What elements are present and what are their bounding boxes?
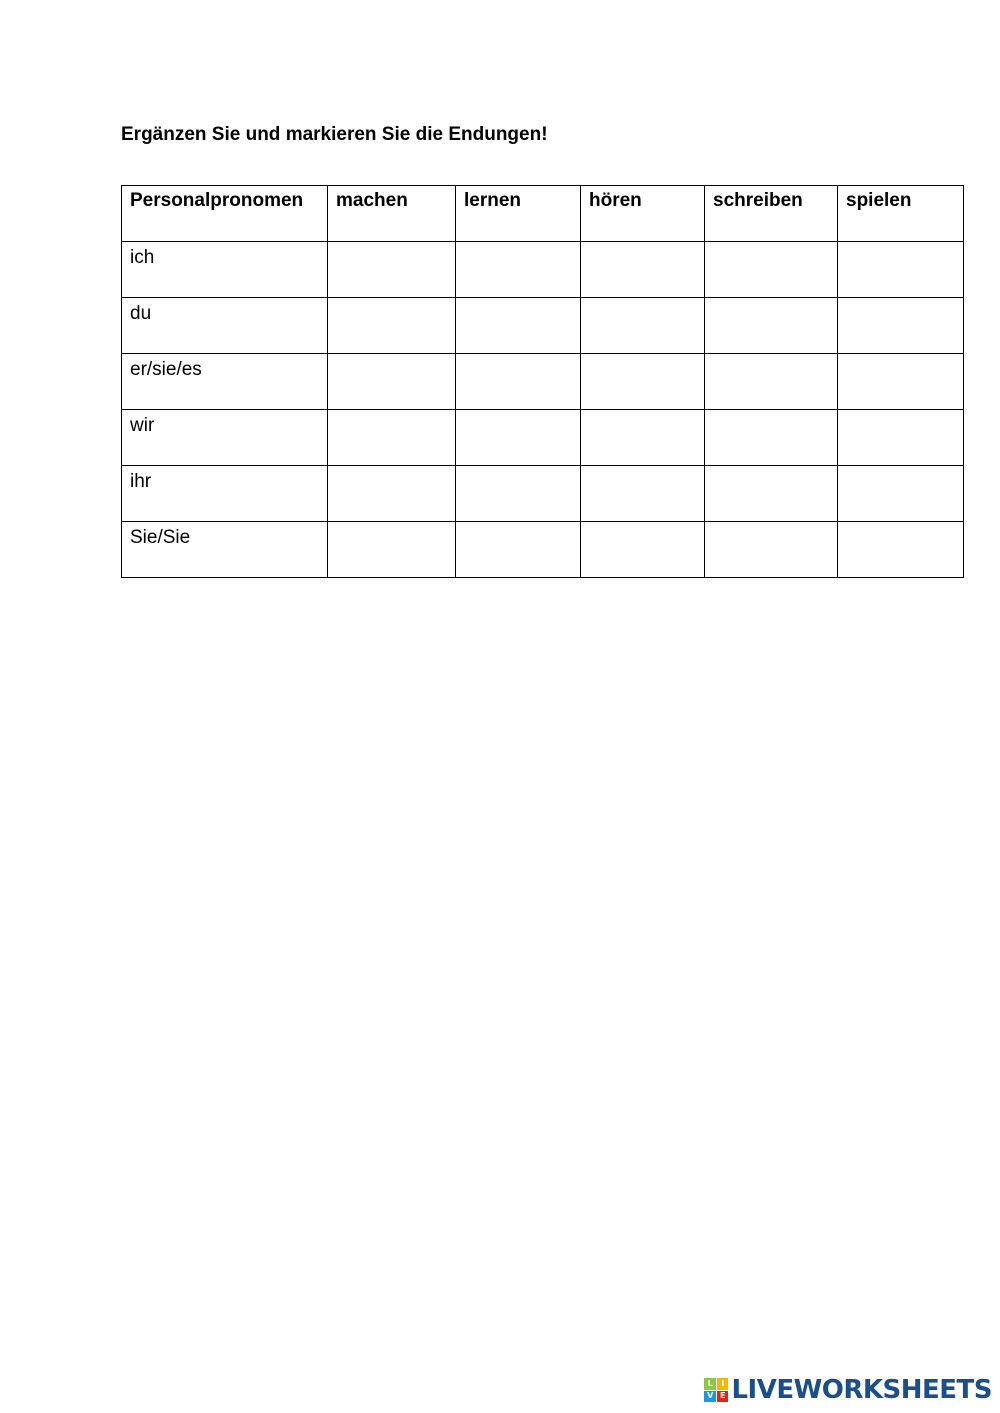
answer-cell[interactable] [328,354,456,410]
answer-cell[interactable] [838,466,964,522]
instruction-heading: Ergänzen Sie und markieren Sie die Endungen! [121,124,548,145]
header-schreiben: schreiben [705,186,838,242]
answer-input[interactable] [846,303,963,353]
header-hoeren: hören [581,186,705,242]
header-machen: machen [328,186,456,242]
answer-input[interactable] [846,415,963,465]
answer-input[interactable] [464,471,580,521]
pronoun-cell: ihr [122,466,328,522]
table-row [122,466,964,522]
answer-cell[interactable] [456,354,581,410]
answer-cell[interactable] [581,354,705,410]
table-row [122,298,964,354]
answer-input[interactable] [589,247,704,297]
answer-cell[interactable] [328,410,456,466]
answer-input[interactable] [589,303,704,353]
answer-input[interactable] [713,471,837,521]
answer-input[interactable] [589,359,704,409]
liveworksheets-logo-icon [704,1378,728,1402]
logo-tile-i: I [717,1378,729,1390]
logo-tile-e: E [717,1391,729,1403]
answer-input[interactable] [464,527,580,577]
table-row [122,354,964,410]
answer-input[interactable] [464,247,580,297]
answer-cell[interactable] [838,354,964,410]
answer-input[interactable] [464,359,580,409]
table-header-row [122,186,964,242]
answer-cell[interactable] [328,242,456,298]
logo-tile-l: L [704,1378,716,1390]
answer-cell[interactable] [705,522,838,578]
logo-tile-v: V [704,1391,716,1403]
answer-cell[interactable] [838,242,964,298]
answer-input[interactable] [589,527,704,577]
table-row [122,242,964,298]
answer-cell[interactable] [838,410,964,466]
answer-cell[interactable] [456,410,581,466]
answer-cell[interactable] [456,242,581,298]
answer-cell[interactable] [838,298,964,354]
pronoun-cell: ich [122,242,328,298]
answer-input[interactable] [846,359,963,409]
answer-input[interactable] [713,359,837,409]
pronoun-cell: du [122,298,328,354]
pronoun-cell: er/sie/es [122,354,328,410]
answer-cell[interactable] [328,522,456,578]
answer-input[interactable] [713,415,837,465]
answer-input[interactable] [464,415,580,465]
answer-input[interactable] [464,303,580,353]
answer-input[interactable] [713,247,837,297]
header-lernen: lernen [456,186,581,242]
answer-cell[interactable] [581,298,705,354]
table-row [122,522,964,578]
answer-cell[interactable] [705,466,838,522]
brand-wordmark: LIVEWORKSHEETS [731,1375,992,1405]
answer-cell[interactable] [705,354,838,410]
liveworksheets-brand [704,1375,992,1405]
answer-cell[interactable] [838,522,964,578]
answer-input[interactable] [336,415,455,465]
answer-cell[interactable] [581,466,705,522]
answer-input[interactable] [336,359,455,409]
answer-cell[interactable] [581,522,705,578]
answer-cell[interactable] [456,298,581,354]
answer-cell[interactable] [581,242,705,298]
answer-input[interactable] [336,247,455,297]
answer-cell[interactable] [328,466,456,522]
answer-cell[interactable] [456,466,581,522]
answer-input[interactable] [713,527,837,577]
header-spielen: spielen [838,186,964,242]
answer-cell[interactable] [456,522,581,578]
answer-input[interactable] [846,471,963,521]
header-personalpronomen: Personalpronomen [122,186,328,242]
answer-cell[interactable] [705,298,838,354]
answer-cell[interactable] [328,298,456,354]
table-row [122,410,964,466]
answer-input[interactable] [336,527,455,577]
answer-input[interactable] [846,527,963,577]
answer-cell[interactable] [705,242,838,298]
answer-input[interactable] [589,471,704,521]
answer-cell[interactable] [705,410,838,466]
pronoun-cell: Sie/Sie [122,522,328,578]
answer-input[interactable] [713,303,837,353]
pronoun-cell: wir [122,410,328,466]
answer-cell[interactable] [581,410,705,466]
conjugation-table [121,185,964,578]
answer-input[interactable] [589,415,704,465]
answer-input[interactable] [336,471,455,521]
answer-input[interactable] [846,247,963,297]
answer-input[interactable] [336,303,455,353]
